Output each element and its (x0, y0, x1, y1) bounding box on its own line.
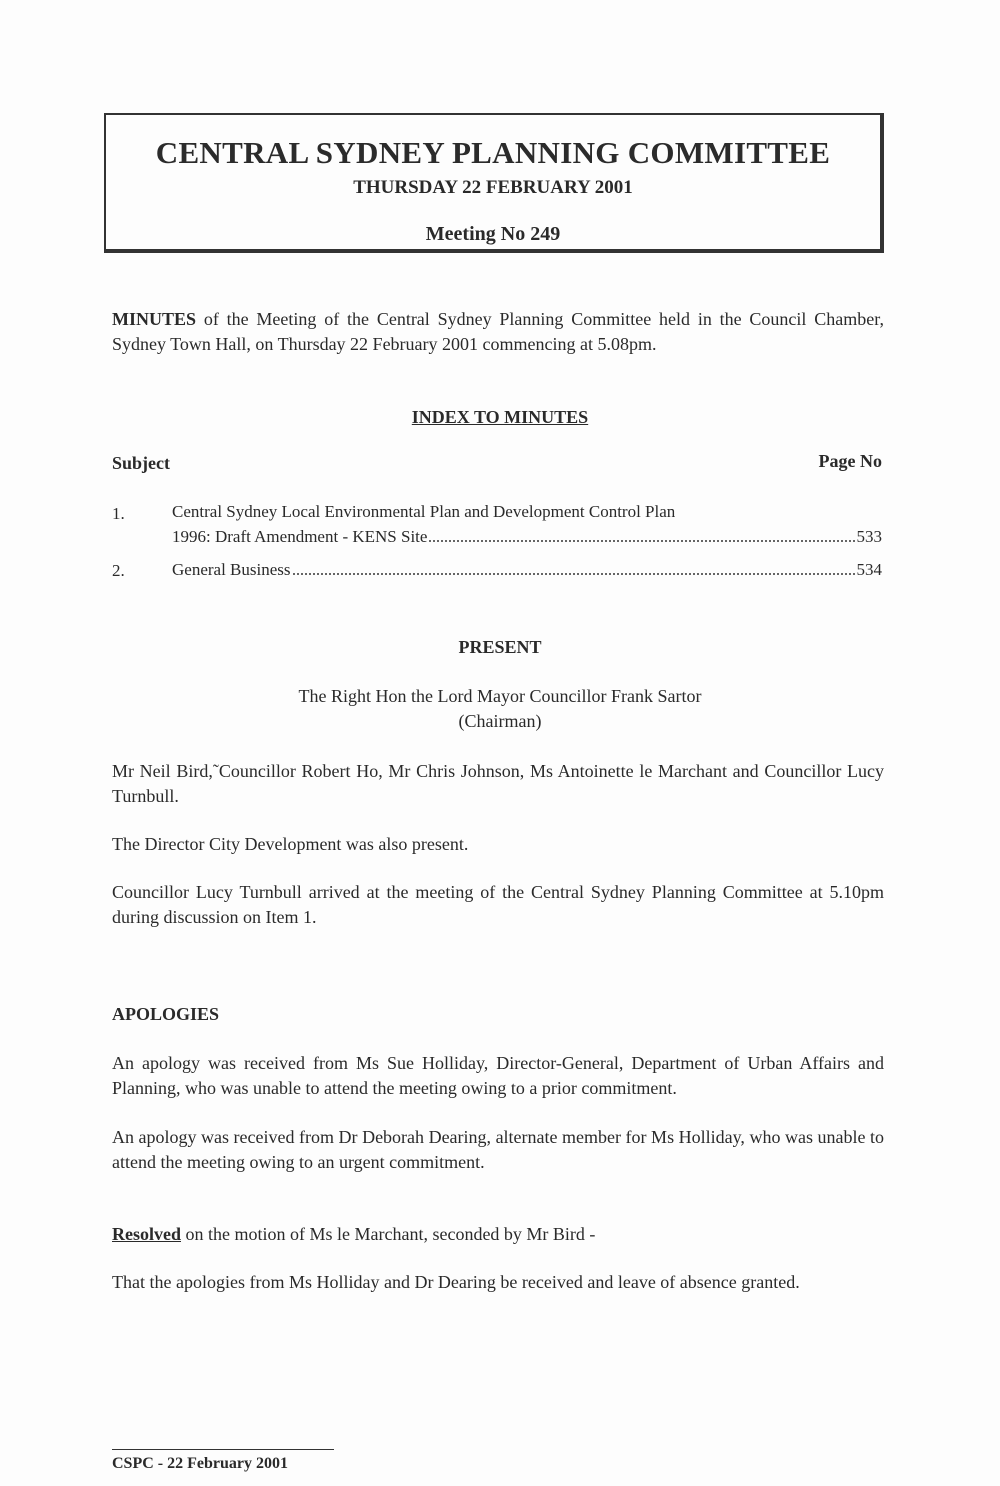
motion-text: on the motion of Ms le Marchant, seconded by Mr Bird - (181, 1224, 596, 1244)
apology-dearing: An apology was received from Dr Deborah Dearing, alternate member for Ms Holliday, who was unable to attend the meeting owing to an urgent commitment. (112, 1127, 884, 1172)
header-box (104, 113, 884, 253)
arrival-note: Councillor Lucy Turnbull arrived at the meeting of the Central Sydney Planning Committee at 5.10pm during discussion on Item 1. (112, 882, 884, 927)
resolution-text: That the apologies from Ms Holliday and Dr Dearing be received and leave of absence granted. (112, 1272, 800, 1292)
dot-leader (429, 540, 854, 542)
intro-paragraph (112, 307, 884, 357)
index-item-2-number: 2. (112, 561, 125, 580)
index-item-1-number: 1. (112, 504, 125, 523)
minutes-lead: MINUTES (112, 309, 197, 329)
footer-reference: CSPC - 22 February 2001 (112, 1455, 288, 1472)
index-heading: INDEX TO MINUTES (411, 407, 589, 427)
chairman-name: The Right Hon the Lord Mayor Councillor Frank Sartor (298, 686, 702, 706)
index-item-2-line (172, 557, 882, 582)
index-item-1-subject: 1996: Draft Amendment - KENS Site (172, 527, 428, 546)
index-item-2-subject: General Business (172, 560, 291, 579)
index-column-subject: Subject (112, 453, 170, 473)
resolved-label: Resolved (112, 1224, 181, 1244)
dot-leader (293, 573, 855, 575)
chairman-role: (Chairman) (458, 711, 542, 731)
index-item-1-line2 (172, 524, 882, 549)
intro-text: of the Meeting of the Central Sydney Planning Committee held in the Council Chamber, Sydney Town Hall, on Thursday 22 February 2001 commencing at 5.08pm. (112, 309, 884, 354)
apology-holliday: An apology was received from Ms Sue Holliday, Director-General, Department of Urban Affairs and Planning, who was unable to attend the meeting owing to a prior commitment. (112, 1053, 884, 1098)
index-item-1-line1: Central Sydney Local Environmental Plan and Development Control Plan (172, 502, 676, 521)
index-column-page: Page No (818, 451, 882, 471)
director-present: The Director City Development was also present. (112, 834, 469, 854)
present-heading: PRESENT (458, 637, 542, 657)
meeting-number: Meeting No 249 (425, 223, 561, 245)
apologies-heading: APOLOGIES (112, 1004, 220, 1024)
index-item-2-page: 534 (856, 560, 882, 579)
resolution-motion (112, 1222, 884, 1247)
footer-rule (112, 1449, 334, 1450)
committee-title: CENTRAL SYDNEY PLANNING COMMITTEE (155, 135, 831, 170)
meeting-date: THURSDAY 22 FEBRUARY 2001 (353, 177, 633, 198)
members-present: Mr Neil Bird,˜Councillor Robert Ho, Mr Chris Johnson, Ms Antoinette le Marchant and Councillor Lucy Turnbull. (112, 761, 884, 806)
index-item-1-page: 533 (856, 527, 882, 546)
